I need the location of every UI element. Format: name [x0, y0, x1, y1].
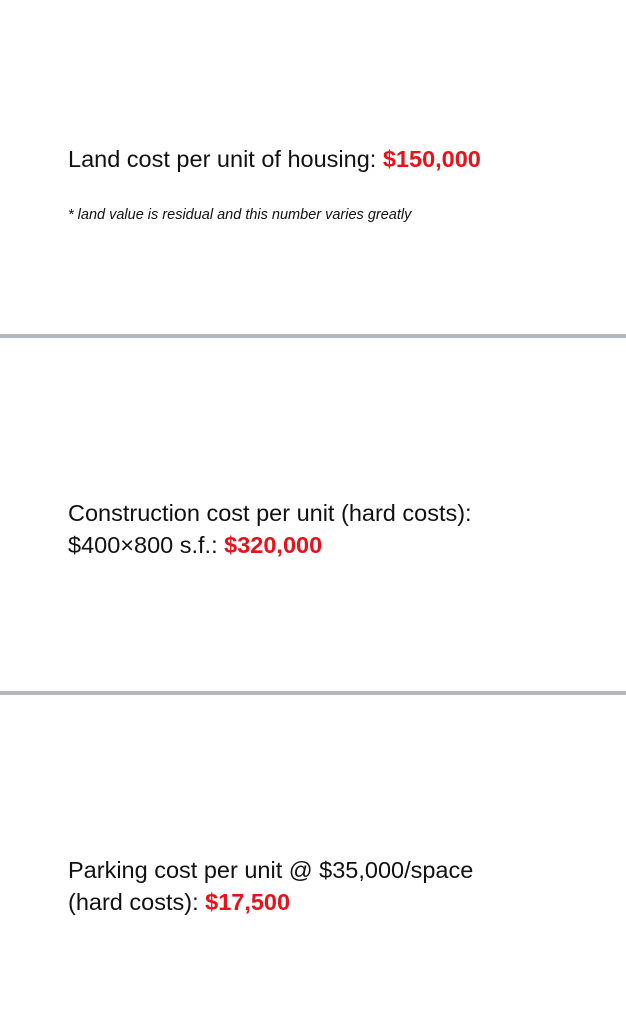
parking-cost-heading [68, 854, 473, 918]
parking-cost-panel [0, 695, 626, 1024]
land-cost-heading [68, 143, 481, 175]
construction-cost-line2-label: $400×800 s.f.: [68, 532, 225, 558]
land-cost-panel [0, 0, 626, 334]
construction-cost-line1: Construction cost per unit (hard costs): [68, 500, 472, 526]
construction-cost-amount: $320,000 [224, 532, 323, 558]
land-cost-label: Land cost per unit of housing: [68, 146, 383, 172]
construction-cost-heading [68, 497, 472, 561]
parking-cost-line2-label: (hard costs): [68, 889, 206, 915]
parking-cost-line1: Parking cost per unit @ $35,000/space [68, 857, 474, 883]
land-cost-amount: $150,000 [382, 146, 481, 172]
land-value-note: * land value is residual and this number varies greatly [68, 207, 412, 223]
construction-cost-panel [0, 338, 626, 691]
parking-cost-amount: $17,500 [205, 889, 291, 915]
